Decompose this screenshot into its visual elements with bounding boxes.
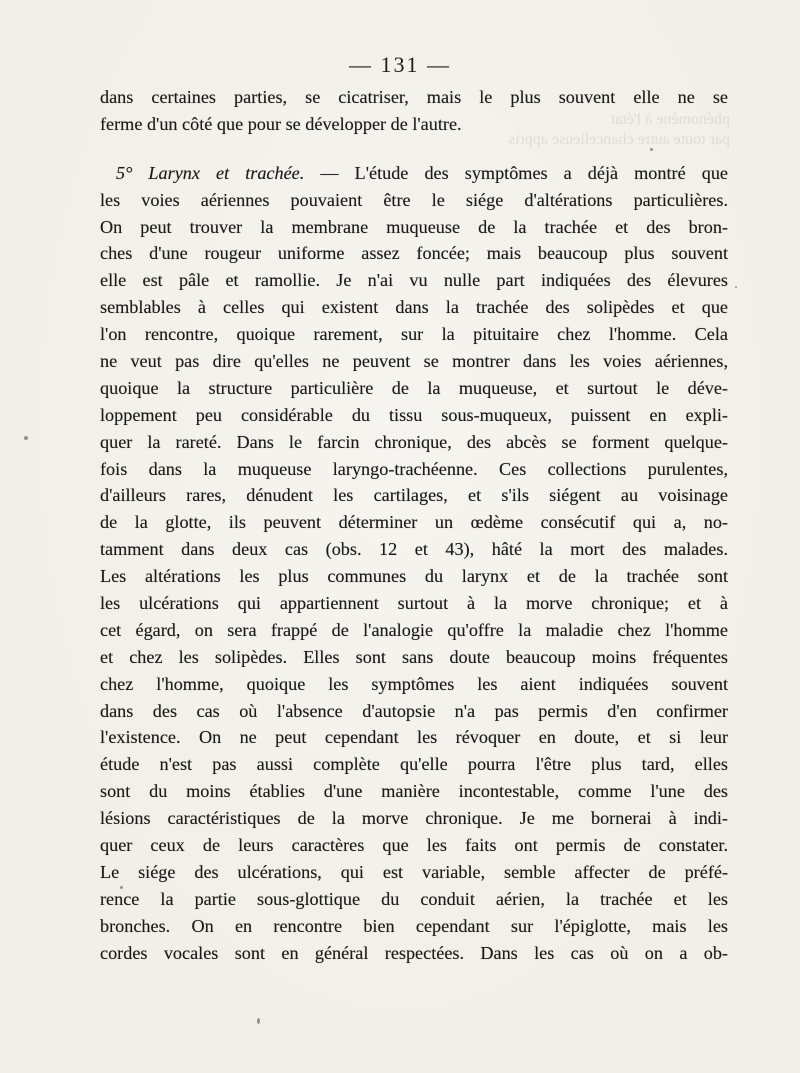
text-line: de la glotte, ils peuvent déterminer un œdème consécutif qui a, no- — [100, 512, 728, 533]
text-line: l'existence. On ne peut cependant les révoquer en doute, et si leur — [100, 727, 728, 748]
page-number: — 131 — — [349, 52, 451, 77]
paragraph-1 — [100, 84, 728, 138]
text-line: semblables à celles qui existent dans la trachée des solipèdes et que — [100, 297, 728, 318]
text-line: quer la rareté. Dans le farcin chronique, des abcès se forment quelque- — [100, 431, 728, 452]
text-line: fois dans la muqueuse laryngo-trachéenne. Ces collections purulentes, — [100, 458, 728, 479]
paper-speck — [735, 286, 737, 288]
text-line: On peut trouver la membrane muqueuse de la trachée et des bron- — [100, 216, 728, 237]
text-line: les ulcérations qui appartiennent surtout à la morve chronique; et à — [100, 593, 728, 614]
text-line: bronches. On en rencontre bien cependant sur l'épiglotte, mais les — [100, 915, 728, 936]
text-line: quoique la structure particulière de la muqueuse, et surtout le déve- — [100, 377, 728, 398]
text-line: ne veut pas dire qu'elles ne peuvent se montrer dans les voies aériennes, — [100, 351, 728, 372]
text-line: ferme d'un côté que pour se développer de l'autre. — [100, 113, 462, 134]
text-line: étude n'est pas aussi complète qu'elle pourra l'être plus tard, elles — [100, 754, 728, 775]
text-line: elle est pâle et ramollie. Je n'ai vu nulle part indiquées des élevures — [100, 270, 728, 291]
paper-speck — [650, 148, 653, 151]
section-heading-rest: — L'étude des symptômes a déjà montré que — [304, 162, 728, 183]
text-line: lésions caractéristiques de la morve chronique. Je me bornerai à indi- — [100, 808, 728, 829]
text-line: les voies aériennes pouvaient être le siége d'altérations particulières. — [100, 189, 728, 210]
body-text — [100, 84, 728, 967]
text-line: l'on rencontre, quoique rarement, sur la pituitaire chez l'homme. Cela — [100, 324, 728, 345]
paragraph-2 — [100, 160, 728, 967]
section-heading: 5° Larynx et trachée. — [116, 162, 305, 183]
section-heading-line — [100, 160, 728, 187]
paper-speck — [120, 886, 123, 889]
text-line: Les altérations les plus communes du larynx et de la trachée sont — [100, 566, 728, 587]
text-line: sont du moins établies d'une manière incontestable, comme l'une des — [100, 781, 728, 802]
paper-speck — [257, 1018, 260, 1024]
text-line: dans certaines parties, se cicatriser, mais le plus souvent elle ne se — [100, 87, 728, 107]
text-line: ches d'une rougeur uniforme assez foncée; mais beaucoup plus souvent — [100, 243, 728, 264]
paragraph-gap — [100, 138, 728, 160]
show-through-text: phénomène à l'état par toute autre chancelleuse appris — [508, 111, 730, 148]
text-line: quer ceux de leurs caractères que les faits ont permis de constater. — [100, 835, 728, 856]
text-line: tamment dans deux cas (obs. 12 et 43), hâté la mort des malades. — [100, 539, 728, 560]
text-line: et chez les solipèdes. Elles sont sans doute beaucoup moins fréquentes — [100, 646, 728, 667]
text-line: cordes vocales sont en général respectées. Dans les cas où on a ob- — [100, 942, 728, 963]
text-line: Le siége des ulcérations, qui est variable, semble affecter de préfé- — [100, 861, 728, 882]
text-line: dans des cas où l'absence d'autopsie n'a pas permis d'en confirmer — [100, 700, 728, 721]
text-line: cet égard, on sera frappé de l'analogie qu'offre la maladie chez l'homme — [100, 619, 728, 640]
text-line: rence la partie sous-glottique du conduit aérien, la trachée et les — [100, 888, 728, 909]
text-line: loppement peu considérable du tissu sous-muqueux, puissent en expli- — [100, 404, 728, 425]
text-line: d'ailleurs rares, dénudent les cartilages, et s'ils siégent au voisinage — [100, 485, 728, 506]
text-line: chez l'homme, quoique les symptômes les aient indiquées souvent — [100, 673, 728, 694]
paper-speck — [24, 436, 28, 440]
